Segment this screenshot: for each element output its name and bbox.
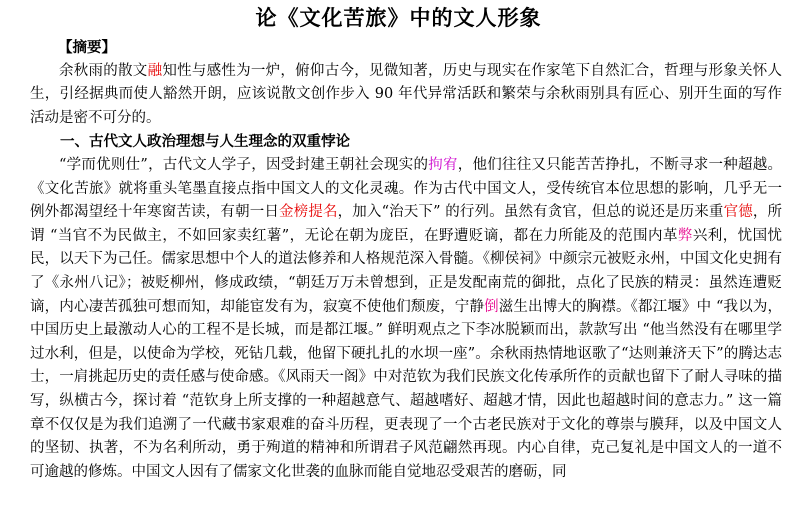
- highlighted-word-guande: 官德: [723, 204, 753, 221]
- abstract-heading: 【摘要】: [58, 39, 116, 56]
- abstract-text-part2: 知性与感性为一炉，俯仰古今，见微知著，历史与现实在作家笔下自然汇合，哲理与形象关怀人生，引经据典而使人豁然开朗，应该说散文创作步入 90 年代异常活跃和繁荣与余秋雨别具有匠心、别开生面的写作活动是密不可分的。: [30, 62, 783, 126]
- document-body: [30, 36, 782, 484]
- section-text-part3: ，加入“治天下” 的行列。虽然有贪官，但总的说还是历来重: [337, 204, 724, 221]
- section-paragraph: [30, 154, 782, 484]
- highlighted-word-jiyou: 拘宥: [428, 156, 458, 173]
- abstract-paragraph: [30, 60, 782, 131]
- abstract-text-part1: 余秋雨的散文: [59, 62, 148, 79]
- highlighted-word-jinbang: 金榜提名: [279, 204, 338, 221]
- section-text-part1: “学而优则仕”，古代文人学子，因受封建王朝社会现实的: [59, 156, 429, 173]
- highlighted-word-rong: 融: [147, 62, 163, 79]
- section-text-part4: ，所谓 “当官不为民做主，不如回家卖红薯”，无论在朝为庞臣，在野遭贬谪，都在力所能及的范围内革: [30, 204, 783, 244]
- section-text-part2: ，他们往往又只能苦苦挣扎，不断寻求一种超越。《文化苦旅》就将重头笔墨直接点指中国文人的文化灵魂。作为古代中国文人，受传统官本位思想的影响，几乎无一例外都渴望经十年寒窗苦读，有朝一日: [30, 156, 783, 221]
- highlighted-word-dao: 倒: [484, 298, 499, 315]
- section-heading: 一、古代文人政治理想与人生理念的双重悖论: [60, 133, 350, 151]
- section-text-part5: 兴利，忧国忧民，以天下为己任。儒家思想中个人的道法修养和人格规范深入骨髓。《柳侯祠》中颜宗元被贬永州，中国文化史拥有了《永州八记》；被贬柳州，修成政绩，“朝廷万万未曾想到，正是发配南荒的御批，点化了民族的精灵：虽然连遭贬谪，内心凄苦孤独可想而知，却能宦发有为，寂寞不使他们颓废，宁静: [30, 227, 783, 315]
- section-text-part6: 滋生出博大的胸襟。《都江堰》中 “我以为，中国历史上最激动人心的工程不是长城，而是都江堰。” 鲜明观点之下李冰脱颖而出，款款写出 “他当然没有在哪里学过水利，但是，以使命为学校，死钻几载，他留下硬扎扎的水坝一座”。余秋雨热情地讴歌了“达则兼济天下”的腾达志士，一肩挑起历史的责任感与使命感。《风雨天一阁》中对范钦为我们民族文化传承所作的贡献也留下了耐人寻味的描写，纵横古今，探讨着 “范钦身上所支撑的一种超越意气、超越嗜好、超越才情，因此也超越时间的意志力。” 这一篇章不仅仅是为我们追溯了一代藏书家艰难的奋斗历程，更表现了一个古老民族对于文化的尊崇与膜拜，以及中国文人的坚韧、执著，不为名利所动，勇于殉道的精神和所谓君子风范翩然再现。内心自律，克己复礼是中国文人的一道不可逾越的修炼。中国文人因有了儒家文化世袭的血脉而能自觉地忍受艰苦的磨砺，同: [30, 298, 783, 480]
- document-title: 论《文化苦旅》中的文人形象: [255, 5, 542, 30]
- highlighted-word-bi: 弊: [677, 227, 693, 244]
